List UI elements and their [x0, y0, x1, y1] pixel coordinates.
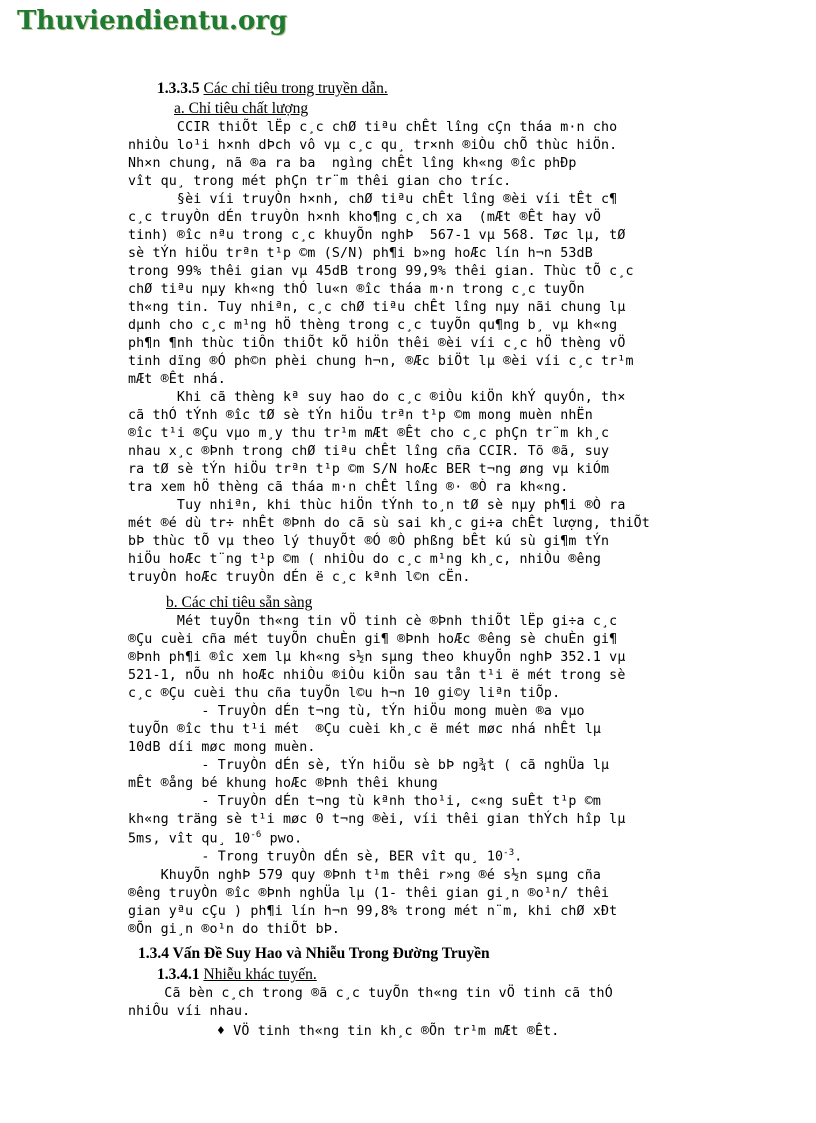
- text-line: nhau x¸c ®Þnh trong chØ tiªu chÊt lîng cña CCIR. Tõ ®ã, suy: [128, 444, 610, 459]
- text-line: gian yªu cÇu ) ph¶i lín h¬n 99,8% trong mét n¨m, khi chØ xÐt: [128, 904, 618, 919]
- text-line: ®Çu cuèi cña mét tuyÕn chuÈn gi¶ ®Þnh hoÆc ®êng sè chuÈn gi¶: [128, 632, 618, 647]
- text-line: truyÒn hoÆc truyÒn dÉn ë c¸c kªnh l©n cËn.: [128, 570, 471, 585]
- bullet-line: ♦ VÖ tinh th«ng tin kh¸c ®Õn tr¹m mÆt ®Êt.: [168, 1024, 560, 1039]
- text-line: mét ®é dù tr÷ nhÊt ®Þnh do cã sù sai kh¸c gi÷a chÊt lượng, thiÕt: [128, 516, 650, 531]
- text-line: trong 99% thêi gian vµ 45dB trong 99,9% thêi gian. Thùc tÕ c¸c: [128, 264, 634, 279]
- text-line: tuyÕn ®îc thu t¹i mét ®Çu cuèi kh¸c ë mét møc nhá nhÊt lµ: [128, 722, 602, 737]
- text-line: Tuy nhiªn, khi thùc hiÖn tÝnh to¸n tØ sè nµy ph¶i ®Ò ra: [128, 498, 626, 513]
- section-title: Các chỉ tiêu trong truyền dẫn.: [203, 80, 388, 97]
- site-logo[interactable]: Thuviendientu.org: [17, 6, 288, 36]
- subheading-b: [166, 594, 312, 612]
- text-line: Cã bèn c¸ch trong ®ã c¸c tuyÕn th«ng tin vÖ tinh cã thÓ: [148, 986, 613, 1001]
- text-line: nhiÔu víi nhau.: [128, 1004, 251, 1019]
- exponent: -3: [503, 848, 515, 858]
- text-fragment: pwo.: [261, 831, 303, 847]
- text-line: bÞ thùc tÕ vµ theo lý thuyÕt ®Ó ®Ò phßng bÊt kú sù gi¶m tÝn: [128, 534, 610, 549]
- text-line: CCIR thiÕt lËp c¸c chØ tiªu chÊt lîng cÇn tháa m·n cho: [128, 120, 618, 135]
- section-heading-1-3-3-5: [157, 80, 388, 98]
- text-line: 521-1, nÕu nh hoÆc nhiÒu ®iÒu kiÖn sau tån t¹i ë mét trong sè: [128, 668, 626, 683]
- text-line: ®Þnh ph¶i ®îc xem lµ kh«ng s½n sµng theo khuyÕn nghÞ 352.1 vµ: [128, 650, 626, 665]
- text-line: Mét tuyÕn th«ng tin vÖ tinh cè ®Þnh thiÕt lËp gi÷a c¸c: [128, 614, 618, 629]
- section-heading-1-3-4: 1.3.4 Vấn Đề Suy Hao và Nhiễu Trong Đường Truyền: [138, 945, 490, 962]
- text-line: tinh) ®îc nªu trong c¸c khuyÕn nghÞ 567-1 vµ 568. Tøc lµ, tØ: [128, 228, 626, 243]
- text-line: Nh×n chung, nã ®a ra ba ngìng chÊt lîng kh«ng ®îc phÐp: [128, 156, 577, 171]
- text-fragment: - Trong truyÒn dÉn sè, BER vît qu¸ 10: [128, 849, 504, 865]
- text-line: 10dB díi møc mong muèn.: [128, 740, 316, 755]
- text-line: - TruyÒn dÉn t¬ng tù kªnh tho¹i, c«ng suÊt t¹p ©m: [128, 794, 602, 809]
- text-line: ra tØ sè tÝn hiÖu trªn t¹p ©m S/N hoÆc BER t¬ng øng vµ kiÓm: [128, 462, 610, 477]
- text-line: hiÖu hoÆc t¨ng t¹p ©m ( nhiÒu do c¸c m¹ng kh¸c, nhiÒu ®êng: [128, 552, 602, 567]
- text-line-with-exponent: [128, 830, 302, 846]
- text-line: chØ tiªu nµy kh«ng thÓ lu«n ®îc tháa m·n trong c¸c tuyÕn: [128, 282, 585, 297]
- text-line: th«ng tin. Tuy nhiªn, c¸c chØ tiªu chÊt lîng nµy nãi chung lµ: [128, 300, 626, 315]
- text-line: cã thÓ tÝnh ®îc tØ sè tÝn hiÖu trªn t¹p ©m mong muèn nhËn: [128, 408, 593, 423]
- text-line: c¸c ®Çu cuèi thu cña tuyÕn l©u h¬n 10 gi©y liªn tiÕp.: [128, 686, 561, 701]
- text-line: mÆt ®Êt nhá.: [128, 372, 226, 387]
- subheading-a: [174, 100, 308, 118]
- section-number: 1.3.4.1: [157, 966, 200, 983]
- text-line: vît qu¸ trong mét phÇn tr¨m thêi gian cho tríc.: [128, 174, 512, 189]
- text-line: ®îc t¹i ®Çu vµo m¸y thu tr¹m mÆt ®Êt cho c¸c phÇn tr¨m kh¸c: [128, 426, 610, 441]
- text-line: - TruyÒn dÉn t¬ng tù, tÝn hiÖu mong muèn ®a vµo: [128, 704, 585, 719]
- section-number: 1.3.3.5: [157, 80, 200, 97]
- section-title: Nhiễu khác tuyến.: [203, 966, 317, 983]
- text-line: tra xem hÖ thèng cã tháa m·n chÊt lîng ®· ®Ò ra kh«ng.: [128, 480, 569, 495]
- text-line: ph¶n ¶nh thùc tiÔn thiÕt kÕ hiÖn thêi ®èi víi c¸c hÖ thèng vÖ: [128, 336, 626, 351]
- text-fragment: 5ms, vît qu¸ 10: [128, 831, 251, 847]
- text-line: nhiÒu lo¹i h×nh dÞch vô vµ c¸c qu¸ tr×nh ®iÒu chÕ thùc hiÖn.: [128, 138, 618, 153]
- text-line: tinh dïng ®Ó ph©n phèi chung h¬n, ®Æc biÖt lµ ®èi víi c¸c tr¹m: [128, 354, 634, 369]
- subheading-a-title: a. Chỉ tiêu chất lượng: [174, 100, 309, 117]
- text-line: ®êng truyÒn ®îc ®Þnh nghÜa lµ (1- thêi gian gi¸n ®o¹n/ thêi: [128, 886, 610, 901]
- exponent: -6: [250, 830, 262, 840]
- text-fragment: .: [514, 849, 523, 865]
- text-line: dµnh cho c¸c m¹ng hÖ thèng trong c¸c tuyÕn qu¶ng b¸ vµ kh«ng: [128, 318, 618, 333]
- text-line: §èi víi truyÒn h×nh, chØ tiªu chÊt lîng ®èi víi tÊt c¶: [128, 192, 618, 207]
- text-line: ®Õn gi¸n ®o¹n do thiÕt bÞ.: [128, 922, 341, 937]
- text-line: kh«ng träng sè t¹i møc 0 t¬ng ®èi, víi thêi gian thÝch hîp lµ: [128, 812, 626, 827]
- text-line: c¸c truyÒn dÉn truyÒn h×nh kho¶ng c¸ch xa (mÆt ®Êt hay vÖ: [128, 210, 602, 225]
- text-line: sè tÝn hiÖu trªn t¹p ©m (S/N) ph¶i b»ng hoÆc lín h¬n 53dB: [128, 246, 593, 261]
- subheading-b-title: b. Các chỉ tiêu sẵn sàng: [166, 594, 313, 611]
- text-line-with-exponent: [128, 848, 522, 864]
- text-line: Khi cã thèng kª suy hao do c¸c ®iÒu kiÖn khÝ quyÓn, th×: [128, 390, 626, 405]
- text-line: - TruyÒn dÉn sè, tÝn hiÖu sè bÞ ng¾t ( cã nghÜa lµ: [128, 758, 610, 773]
- text-line: KhuyÕn nghÞ 579 quy ®Þnh t¹m thêi r»ng ®é s½n sµng cña: [128, 868, 602, 883]
- text-line: mÊt ®ång bé khung hoÆc ®Þnh thêi khung: [128, 776, 438, 791]
- section-heading-1-3-4-1: [157, 966, 317, 984]
